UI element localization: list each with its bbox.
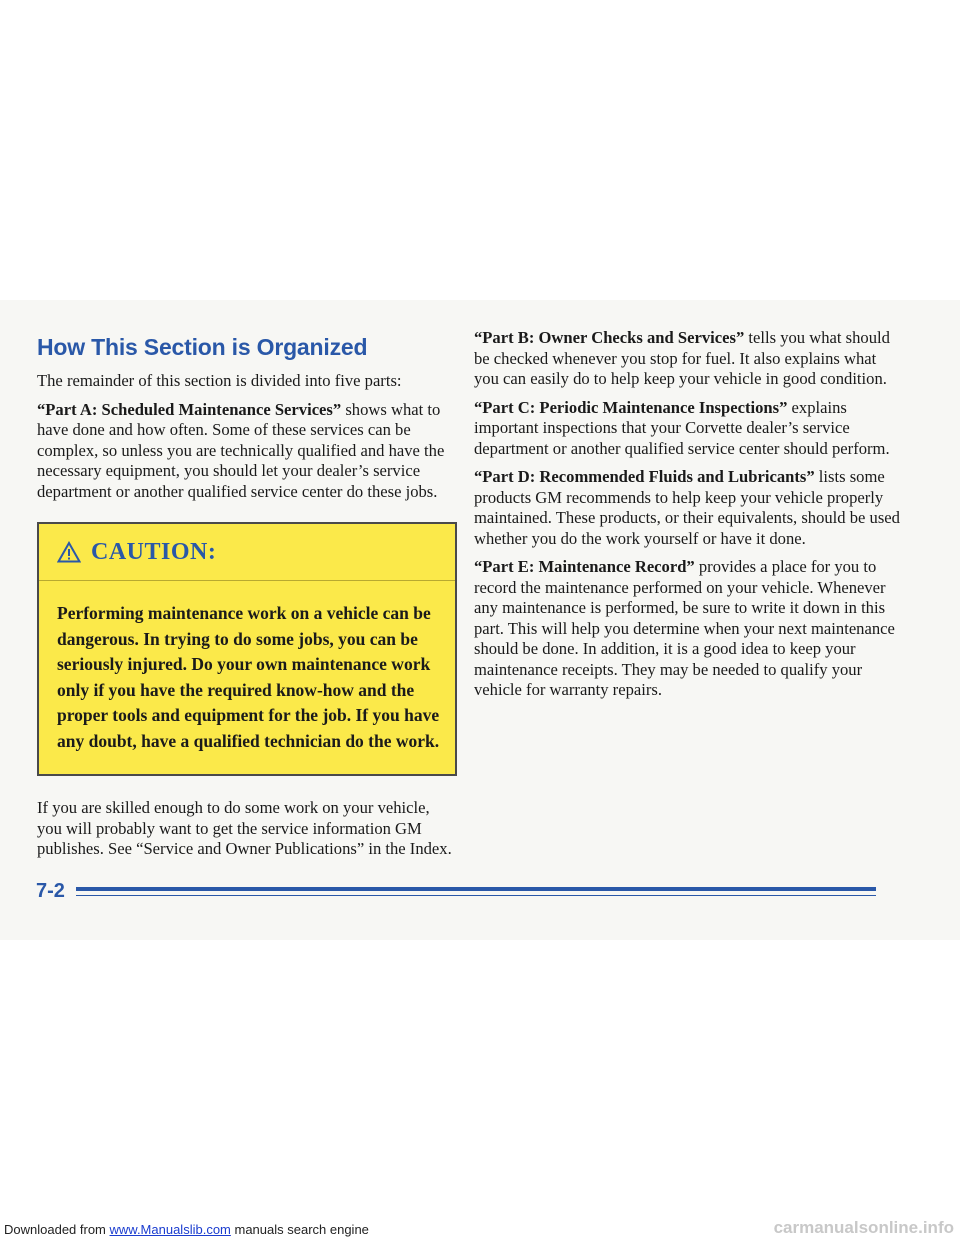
part-c-title: “Part C: Periodic Maintenance Inspections”	[474, 397, 788, 417]
part-c-text: explains important inspections that your Corvette dealer’s service department or another qualified service center should perform.	[474, 397, 890, 458]
part-b-paragraph	[474, 328, 904, 390]
footer-rule-thin	[76, 895, 876, 896]
caution-box	[37, 522, 457, 776]
part-c-paragraph	[474, 398, 904, 460]
watermark-prefix: Downloaded from	[4, 1222, 110, 1237]
part-a-title: “Part A: Scheduled Maintenance Services”	[37, 399, 342, 419]
caution-body: Performing maintenance work on a vehicle can be dangerous. In trying to do some jobs, you can be seriously injured. Do your own maintenance work only if you have the required know-how and the proper tools and equipment for the job. If you have any doubt, have a qualified technician do the work.	[57, 603, 440, 751]
closing-paragraph: If you are skilled enough to do some work on your vehicle, you will probably want to get the service information GM publishes. See “Service and Owner Publications” in the Index.	[37, 798, 452, 858]
page-number: 7-2	[36, 880, 65, 902]
caution-header	[39, 524, 455, 581]
section-heading: How This Section is Organized	[37, 334, 368, 360]
part-e-title: “Part E: Maintenance Record”	[474, 557, 695, 576]
part-d-title: “Part D: Recommended Fluids and Lubricants”	[474, 467, 815, 486]
part-b-title: “Part B: Owner Checks and Services”	[474, 328, 745, 347]
right-column	[474, 328, 904, 709]
left-column	[37, 334, 457, 868]
caution-title: CAUTION:	[91, 538, 217, 565]
site-watermark: carmanualsonline.info	[773, 1218, 954, 1237]
download-watermark	[4, 1222, 369, 1237]
blank-top-margin	[0, 0, 960, 300]
part-e-text: provides a place for you to record the maintenance performed on your vehicle. Whenever any maintenance is performed, be sure to write it down in this part. This will help you determine when your next maintenance should be done. In addition, it is a good idea to keep your maintenance receipts. They may be needed to qualify your vehicle for warranty repairs.	[474, 557, 895, 699]
manualslib-link[interactable]: www.Manualslib.com	[109, 1222, 231, 1237]
part-a-paragraph	[37, 400, 457, 503]
watermark-suffix: manuals search engine	[230, 1222, 369, 1237]
footer-rule-thick	[76, 887, 876, 891]
part-e-paragraph	[474, 557, 904, 701]
part-b-text: tells you what should be checked whenever you stop for fuel. It also explains what you can easily do to help keep your vehicle in good condition.	[474, 328, 890, 388]
part-a-text: shows what to have done and how often. Some of these services can be complex, so unless you are technically qualified and have the necessary equipment, you should let your dealer’s service department or another qualified service center do these jobs.	[37, 399, 445, 501]
part-d-text: lists some products GM recommends to help keep your vehicle properly maintained. These products, or their equivalents, should be used whether you do the work yourself or have it done.	[474, 467, 900, 548]
part-d-paragraph	[474, 467, 904, 549]
intro-paragraph: The remainder of this section is divided into five parts:	[37, 371, 402, 390]
warning-triangle-icon	[57, 541, 81, 563]
